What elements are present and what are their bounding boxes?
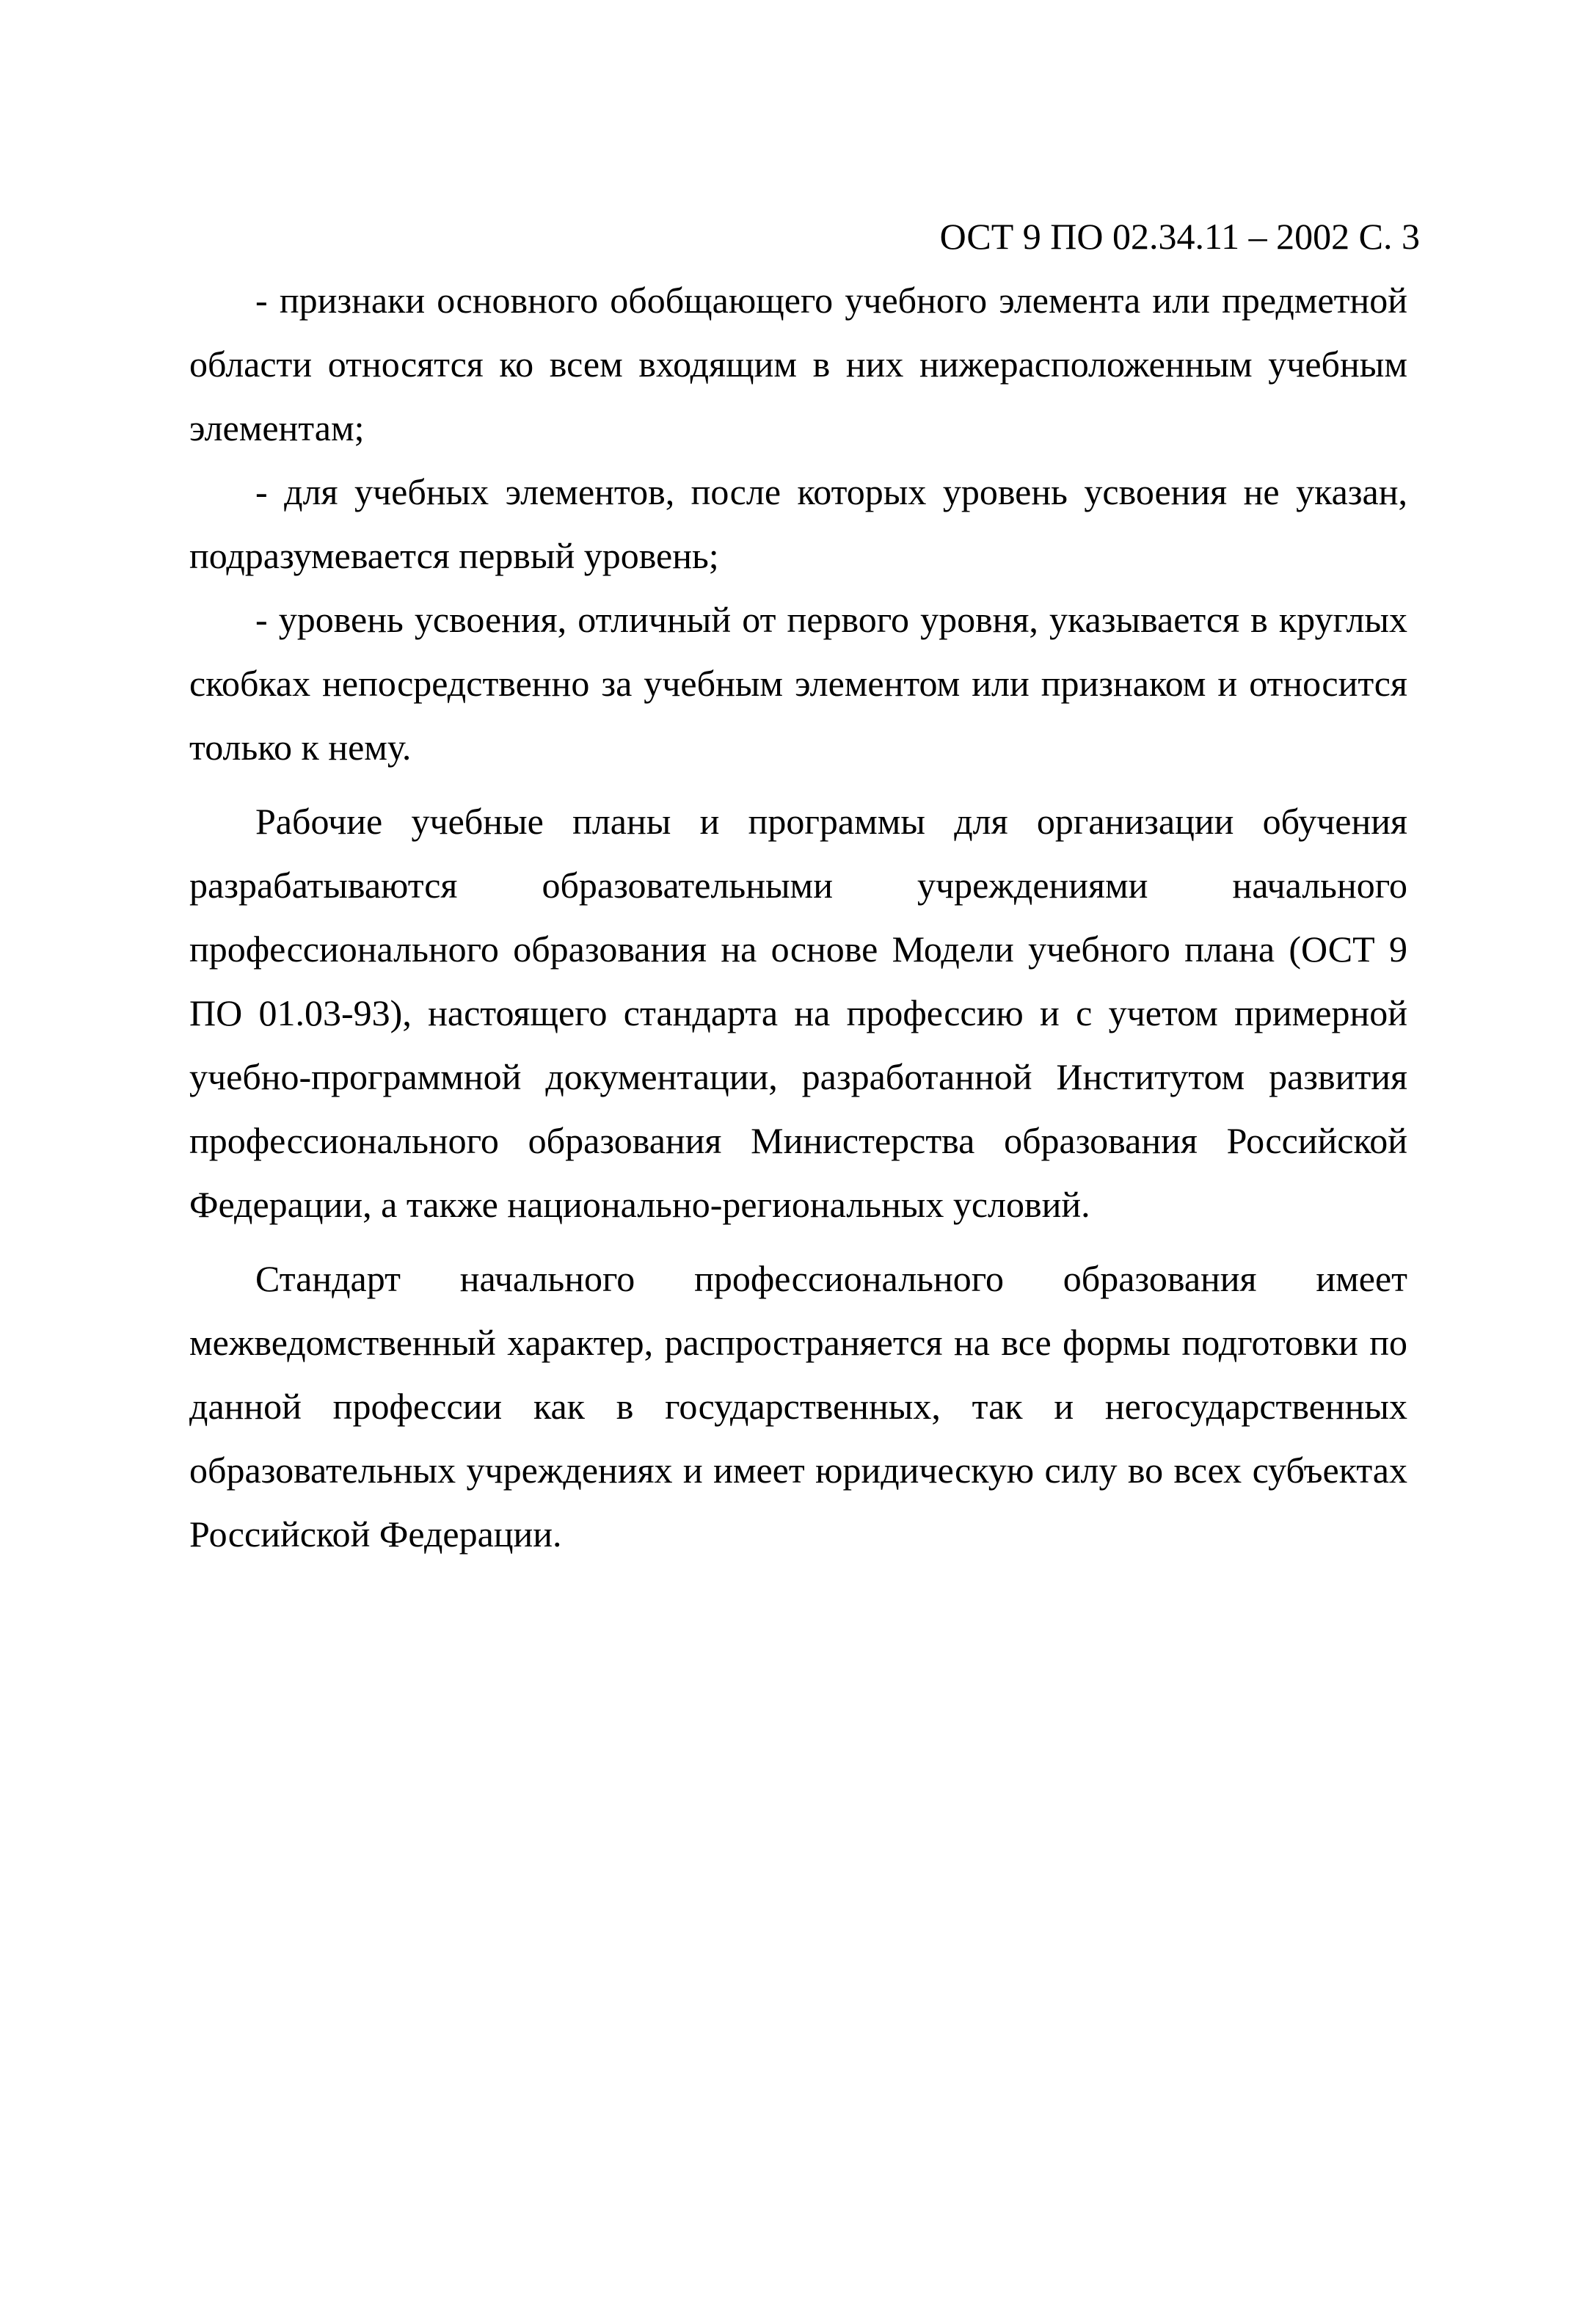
body-text xyxy=(189,269,1407,1566)
paragraph-standard-scope: Стандарт начального профессионального образования имеет межведомственный характер, распространяется на все формы подготовки по данной профессии как в государственных, так и негосударственных образовательных учреждениях и имеет юридическую силу во всех субъектах Российской Федерации. xyxy=(189,1258,1407,1555)
list-item-2: - для учебных элементов, после которых уровень усвоения не указан, подразумевается первый уровень; xyxy=(189,471,1407,576)
paragraph-curricula: Рабочие учебные планы и программы для организации обучения разрабатываются образовательными учреждениями начального профессионального образования на основе Модели учебного плана (ОСТ 9 ПО 01.03-93), настоящего стандарта на профессию и с учетом примерной учебно-программной документации, разработанной Институтом развития профессионального образования Министерства образования Российской Федерации, а также национально-региональных условий. xyxy=(189,801,1407,1225)
list-item-3: - уровень усвоения, отличный от первого уровня, указывается в круглых скобках непосредственно за учебным элементом или признаком и относится только к нему. xyxy=(189,599,1407,768)
running-header: ОСТ 9 ПО 02.34.11 – 2002 С. 3 xyxy=(939,216,1420,257)
list-item-1: - признаки основного обобщающего учебного элемента или предметной области относятся ко всем входящим в них нижерасположенным учебным элементам; xyxy=(189,280,1407,448)
